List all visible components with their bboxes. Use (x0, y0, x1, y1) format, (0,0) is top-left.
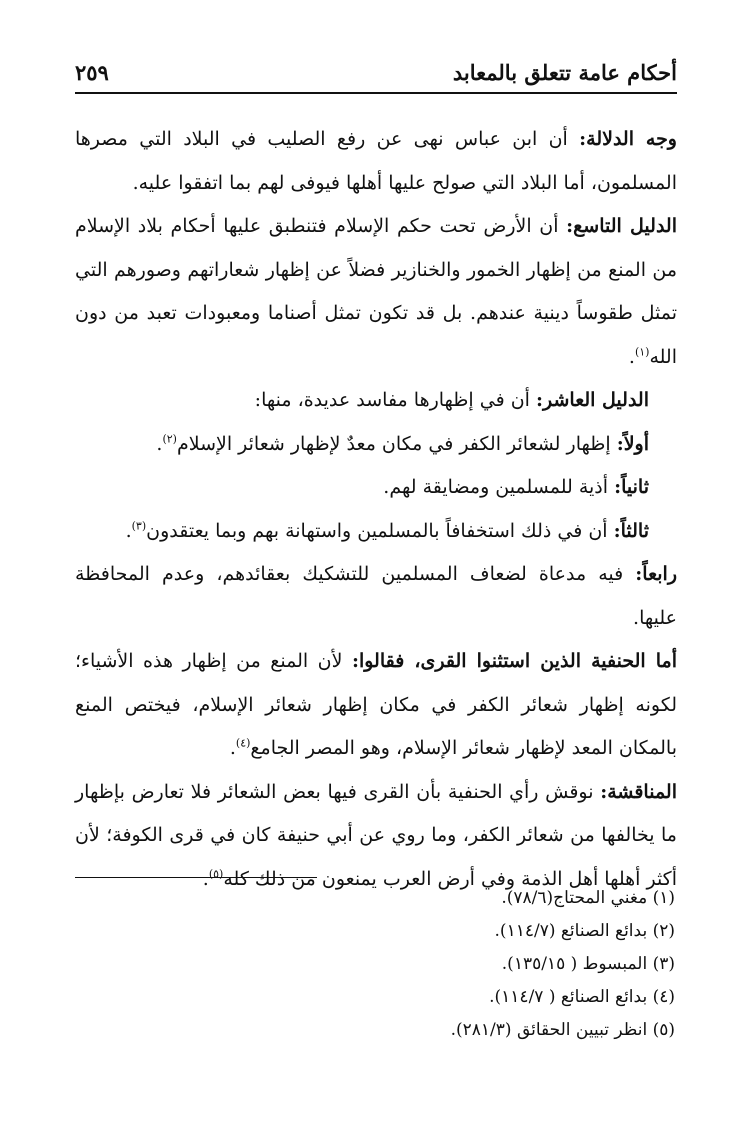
footnotes (75, 882, 677, 1047)
paragraph-lead: الدليل التاسع: (566, 215, 677, 237)
paragraph-tenth-evidence (75, 379, 677, 423)
paragraph-lead: المناقشة: (600, 780, 677, 803)
paragraph-text: أن ابن عباس نهى عن رفع الصليب في البلاد التي مصرها المسلمون، أما البلاد التي صولح عليها أهلها فيوفى لهم بما اتفقوا عليه. (75, 128, 677, 194)
running-header (75, 52, 677, 94)
running-title: أحكام عامة تتعلق بالمعابد (452, 60, 677, 85)
list-item-text: إظهار لشعائر الكفر في مكان معدٌ لإظهار شعائر الإسلام (176, 432, 617, 455)
footnote-item: (٤) بدائع الصنائع ( ١١٤/٧). (489, 987, 675, 1007)
paragraph-text: أن في إظهارها مفاسد عديدة، منها: (254, 389, 536, 411)
paragraph-lead: وجه الدلالة: (579, 128, 677, 150)
footnote-item: (٥) انظر تبيين الحقائق (٢٨١/٣). (450, 1020, 675, 1040)
paragraph-text: نوقش رأي الحنفية بأن القرى فيها بعض الشعائر فلا تعارض بإظهار ما يخالفها من شعائر الكفر، وما روي عن أبي حنيفة كان في قرى الكوفة؛ لأن أكثر أهلها أهل الذمة وفي أرض العرب يمنعون من ذلك كله (75, 780, 677, 890)
footnote-ref[interactable]: (١) (634, 345, 650, 359)
list-item-text: أذية للمسلمين ومضايقة لهم. (383, 476, 615, 498)
paragraph-text: أن الأرض تحت حكم الإسلام فتنطبق عليها أحكام بلاد الإسلام من المنع من إظهار الخمور والخنازير فضلاً عن إظهار شعاراتهم وصورهم التي تمثل طقوساً دينية عندهم. بل قد تكون تمثل أصناما ومعبودات تعبد من دون الله (75, 215, 677, 368)
footnote-item: (٣) المبسوط ( ١٣٥/١٥). (501, 954, 675, 974)
footnote-divider (75, 877, 317, 878)
footnote-ref[interactable]: (٥) (208, 867, 224, 881)
list-item-lead: أولاً: (616, 432, 649, 455)
list-item-text: أن في ذلك استخفافاً بالمسلمين واستهانة بهم وبما يعتقدون (146, 519, 614, 542)
paragraph-hanafi-view: أما الحنفية الذين استثنوا القرى، فقالوا: لأن المنع من إظهار هذه الأشياء؛ لكونه إظهار شعائر الكفر في مكان إظهار شعائر الإسلام، فيختص المنع بالمكان المعد لإظهار شعائر الإسلام، وهو المصر الجامع$^{(٤)}$. (75, 650, 677, 759)
list-item-lead: ثانياً: (614, 476, 649, 498)
footnote-ref[interactable]: (٤) (235, 736, 251, 750)
list-item-lead: رابعاً: (635, 563, 677, 585)
list-item-fourth (75, 553, 677, 640)
page-number: ٢٥٩ (75, 60, 109, 85)
list-item-third: ثالثاً: أن في ذلك استخفافاً بالمسلمين واستهانة بهم وبما يعتقدون$^{(٣)}$. (125, 519, 649, 542)
list-item-second (75, 466, 677, 510)
footnote-item: (١) مغني المحتاج(٧٨/٦). (501, 888, 675, 908)
main-text (75, 118, 677, 901)
list-item-first: أولاً: إظهار لشعائر الكفر في مكان معدٌ لإظهار شعائر الإسلام$^{(٢)}$. (156, 432, 649, 455)
footnote-item: (٢) بدائع الصنائع (١١٤/٧). (494, 921, 675, 941)
paragraph-lead: أما الحنفية الذين استثنوا القرى، فقالوا: (351, 650, 677, 672)
list-item-text: فيه مدعاة لضعاف المسلمين للتشكيك بعقائدهم، وعدم المحافظة عليها. (75, 563, 677, 629)
paragraph-lead: الدليل العاشر: (535, 389, 649, 411)
list-item-lead: ثالثاً: (613, 519, 649, 542)
paragraph-text: لأن المنع من إظهار هذه الأشياء؛ لكونه إظهار شعائر الكفر في مكان إظهار شعائر الإسلام، فيختص المنع بالمكان المعد لإظهار شعائر الإسلام، وهو المصر الجامع (75, 650, 677, 759)
paragraph-discussion: المناقشة: نوقش رأي الحنفية بأن القرى فيها بعض الشعائر فلا تعارض بإظهار ما يخالفها من شعائر الكفر، وما روي عن أبي حنيفة كان في قرى الكوفة؛ لأن أكثر أهلها أهل الذمة وفي أرض العرب يمنعون من ذلك كله$^{(٥)}$. (75, 780, 677, 890)
paragraph-evidence-point (75, 118, 677, 205)
paragraph-ninth-evidence: الدليل التاسع: أن الأرض تحت حكم الإسلام فتنطبق عليها أحكام بلاد الإسلام من المنع من إظهار الخمور والخنازير فضلاً عن إظهار شعاراتهم وصورهم التي تمثل طقوساً دينية عندهم. بل قد تكون تمثل أصناما ومعبودات تعبد من دون الله$^{(١)}$. (75, 215, 677, 368)
footnote-ref[interactable]: (٣) (131, 519, 147, 533)
footnote-ref[interactable]: (٢) (162, 432, 177, 446)
